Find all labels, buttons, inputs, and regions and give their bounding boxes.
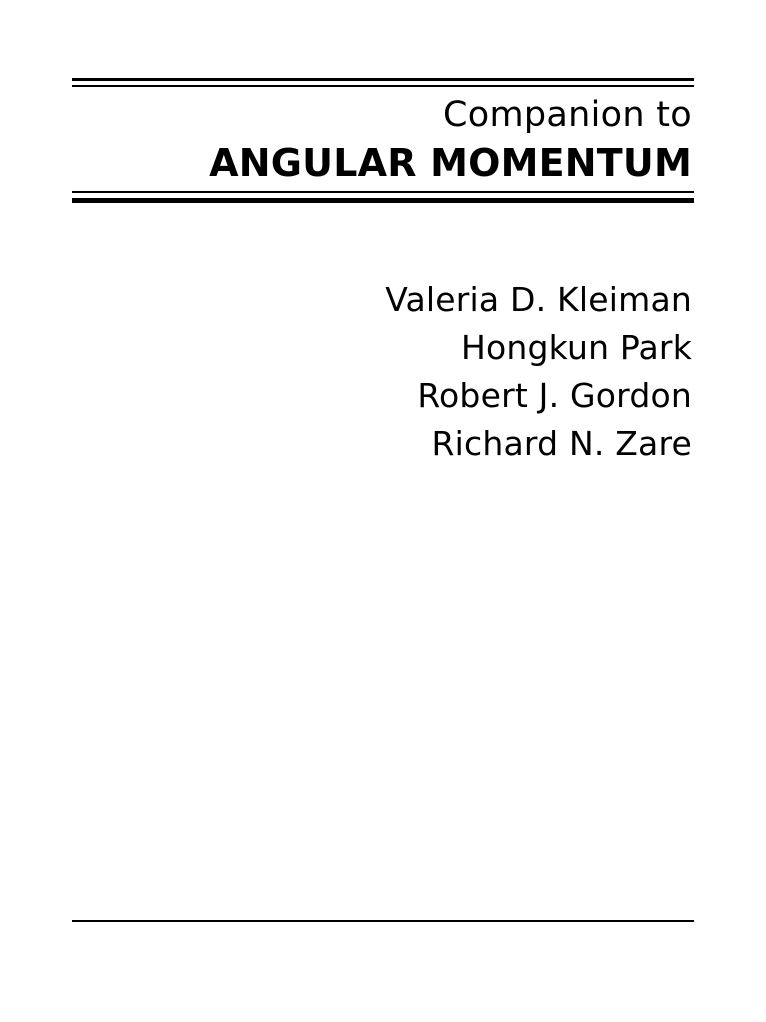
- title-bottom-rule-2: [72, 198, 694, 203]
- author-name: Valeria D. Kleiman: [385, 280, 692, 319]
- author-name: Richard N. Zare: [431, 424, 692, 463]
- title-text-group: [72, 87, 694, 191]
- page-title-line-2: ANGULAR MOMENTUM: [209, 141, 692, 185]
- author-name: Robert J. Gordon: [417, 376, 692, 415]
- author-list: [72, 276, 692, 468]
- footer-divider-rule: [72, 920, 694, 922]
- page-title-line-1: Companion to: [443, 95, 692, 135]
- title-block: [72, 78, 694, 203]
- author-name: Hongkun Park: [461, 328, 692, 367]
